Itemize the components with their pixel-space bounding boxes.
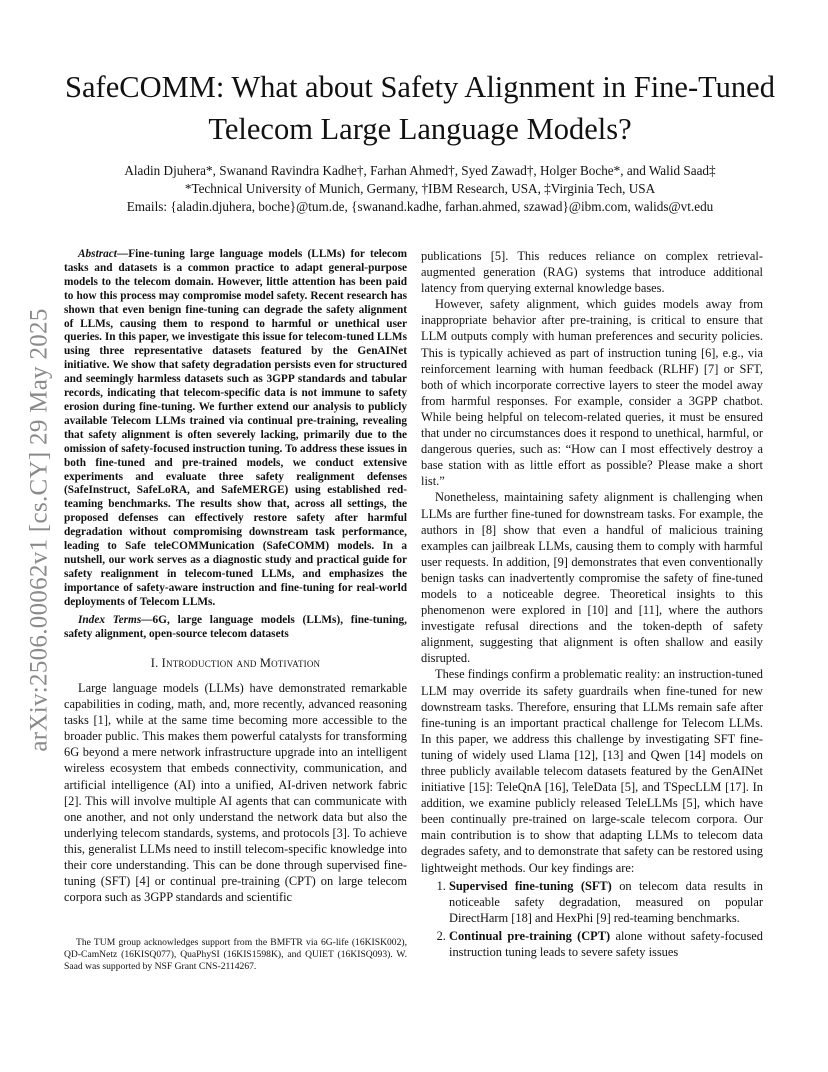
finding-item [449, 928, 763, 960]
intro-paragraph [64, 680, 407, 905]
footnote-text: The TUM group acknowledges support from the BMFTR via 6G-life (16KISK002), QD-CamNetz (16KISQ077), QuaPhySI (16KIS1598K), and QUIET (16KISQ093). W. Saad was supported by NSF Grant CNS-2114267. [64, 937, 407, 972]
affiliations-line: *Technical University of Munich, Germany, †IBM Research, USA, ‡Virginia Tech, USA [184, 181, 656, 196]
abstract-text: —Fine-tuning large language models (LLMs) for telecom tasks and datasets is a common practice to adapt general-purpose models to the telecom domain. However, little attention has been paid to how this process may compromise model safety. Recent research has shown that even benign fine-tuning can degrade the safety alignment of LLMs, causing them to respond to harmful or unethical user queries. In this paper, we investigate this issue for telecom-tuned LLMs using three representative datasets featured by the GenAINet initiative. We show that safety degradation persists even for structured and seemingly harmless datasets such as 3GPP standards and tabular records, indicating that telecom-specific data is not immune to safety erosion during fine-tuning. We further extend our analysis to publicly available Telecom LLMs trained via continual pre-training, revealing that safety alignment is often severely lacking, primarily due to the omission of safety-focused instruction tuning. To address these issues in both fine-tuned and pre-trained models, we conduct extensive experiments and evaluate three safety realignment defenses (SafeInstruct, SafeLoRA, and SafeMERGE) using established red-teaming benchmarks. The results show that, across all settings, the proposed defenses can effectively restore safety after harmful degradation without compromising downstream task performance, leading to Safe teleCOMMunication (SafeCOMM) models. In a nutshell, our work serves as a diagnostic study and practical guide for safety realignment in telecom-tuned LLMs, and emphasizes the importance of safety-aware instruction and fine-tuning for real-world deployments of Telecom LLMs. [64, 248, 407, 608]
right-paragraph-3: These findings confirm a problematic reality: an instruction-tuned LLM may override its safety guardrails when fine-tuned for new downstream tasks. Therefore, ensuring that LLMs remain safe after fine-tuning is an important practical challenge for Telecom LLMs. In this paper, we address this challenge by investigating SFT fine-tuning of widely used Llama [12], [13] and Qwen [14] models on three publicly available telecom datasets featured by the GenAINet initiative [15]: TeleQnA [16], TeleData [5], and TSpecLLM [17]. In addition, we examine publicly released TeleLLMs [5], which have been continually pre-trained on large-scale telecom corpora. Our main contribution is to show that adapting LLMs to telecom data degrades safety, and to demonstrate that safety can be restored using lightweight methods. Our key findings are: [421, 667, 763, 875]
index-terms [64, 614, 407, 642]
index-terms-text: —6G, large language models (LLMs), fine-tuning, safety alignment, open-source telecom datasets [64, 614, 407, 640]
finding-text: on telecom data results in noticeable safety degradation, measured on popular DirectHarm [18] and HexPhi [9] red-teaming benchmarks. [449, 878, 763, 925]
right-column [421, 248, 763, 962]
finding-label: Supervised fine-tuning (SFT) [449, 878, 612, 893]
right-paragraph-1: However, safety alignment, which guides models away from inappropriate behavior after pre-training, is critical to ensure that LLM outputs comply with human preferences and security policies. This is typically achieved as part of instruction tuning [6], e.g., via reinforcement learning with human feedback (RLHF) [7] or SFT, both of which incorporate corrective layers to steer the model away from harmful responses. For example, consider a 3GPP chatbot. While being helpful on telecom-related queries, it must be ensured that under no circumstances does it respond to unethical, harmful, or dangerous queries, such as: “How can I most effectively destroy a base station with as little effort as possible? Please make a short list.” [421, 297, 763, 489]
author-block [60, 162, 780, 216]
authors-line: Aladin Djuhera*, Swanand Ravindra Kadhe†, Farhan Ahmed†, Syed Zawad†, Holger Boche*, and Walid Saad‡ [124, 163, 716, 178]
finding-label: Continual pre-training (CPT) [449, 928, 611, 943]
intro-paragraph-text: Large language models (LLMs) have demonstrated remarkable capabilities in coding, math, and, more recently, advanced reasoning tasks [1], while at the same time becoming more accessible to the broader public. This makes them powerful catalysts for transforming 6G beyond a mere network infrastructure upgrade into an intelligent wireless ecosystem that embeds connectivity, communication, and artificial intelligence (AI) into a unified, AI-driven network fabric [2]. This will involve multiple AI agents that can communicate with one another, and not only understand the network data but also the underlying telecom standards, systems, and protocols [3]. To achieve this, generalist LLMs need to instill telecom-specific knowledge into their core understanding. This can be done through supervised fine-tuning (SFT) [4] or continual pre-training (CPT) on large telecom corpora such as 3GPP standards and scientific [64, 681, 407, 905]
finding-item [449, 878, 763, 926]
arxiv-identifier [18, 250, 62, 810]
findings-list [421, 878, 763, 960]
right-paragraph-2: Nonetheless, maintaining safety alignment is challenging when LLMs are further fine-tuned for downstream tasks. For example, the authors in [8] show that even a handful of malicious training examples can jailbreak LLMs, causing them to comply with harmful user requests. In addition, [9] demonstrates that even conventionally benign tasks can inadvertently compromise the safety of fine-tuned models to a noticeable degree. Theoretical insights to this phenomenon were explored in [10] and [11], where the authors investigate refusal directions and the token-depth of safety alignment, suggesting that alignment is often shallow and easily disrupted. [421, 490, 763, 666]
section-heading: I. Introduction and Motivation [150, 656, 321, 670]
index-terms-label: Index Terms [78, 614, 142, 626]
abstract-label: Abstract [78, 248, 117, 260]
abstract [64, 248, 407, 610]
arxiv-id-text: arXiv:2506.00062v1 [cs.CY] 29 May 2025 [26, 308, 54, 752]
right-paragraph-0: publications [5]. This reduces reliance on complex retrieval-augmented generation (RAG) systems that introduce additional latency from querying external knowledge bases. [421, 249, 763, 296]
finding-text: alone without safety-focused instruction tuning leads to severe safety issues [449, 928, 763, 960]
emails-line: Emails: {aladin.djuhera, boche}@tum.de, {swanand.kadhe, farhan.ahmed, szawad}@ibm.com, walids@vt.edu [126, 199, 714, 214]
footnote [64, 937, 407, 973]
paper-title: SafeCOMM: What about Safety Alignment in Fine-Tuned Telecom Large Language Models? [65, 70, 775, 146]
